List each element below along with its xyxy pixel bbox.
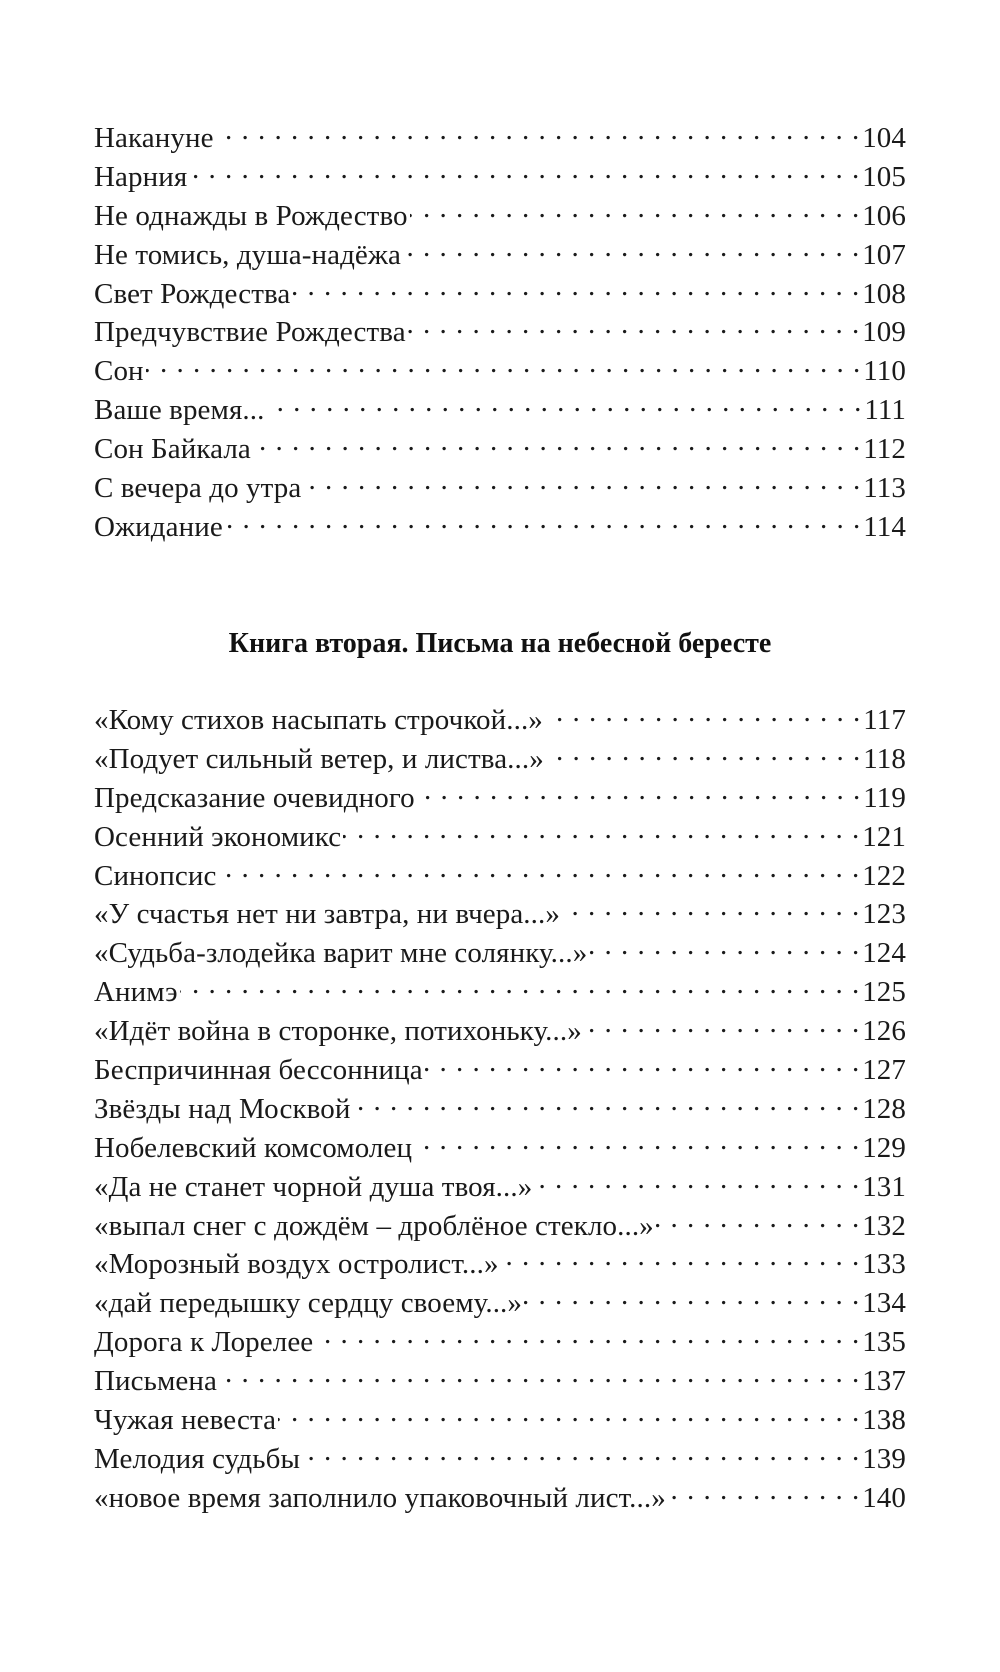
- toc-entry: [94, 507, 906, 546]
- dot-leader: [292, 274, 860, 303]
- toc-entry: [94, 429, 906, 468]
- toc-entry: [94, 778, 906, 817]
- toc-entry-page-number: 108: [862, 277, 906, 310]
- toc-entry-page-number: 104: [862, 122, 906, 154]
- dot-leader: [408, 312, 861, 341]
- toc-entry-page-number: 135: [862, 1326, 906, 1359]
- dot-leader: [315, 1322, 860, 1351]
- toc-entry-page-number: 132: [862, 1209, 906, 1242]
- toc-entry-title: «дай передышку сердцу своему...»: [94, 1287, 523, 1320]
- toc-entry-page-number: 139: [862, 1442, 906, 1475]
- toc-entry-page-number: 140: [862, 1481, 906, 1514]
- toc-entry-page-number: 123: [862, 898, 906, 931]
- toc-entry: [94, 817, 906, 856]
- dot-leader: [656, 1206, 860, 1235]
- toc-entry: [94, 1244, 906, 1283]
- dot-leader: [425, 1050, 860, 1079]
- toc-entry-title: Свет Рождества: [94, 277, 291, 310]
- toc-entry: [94, 157, 906, 196]
- toc-entry-page-number: 117: [863, 704, 906, 736]
- toc-entry: [94, 972, 906, 1011]
- toc-entry-page-number: 127: [862, 1054, 906, 1087]
- toc-entry-page-number: 131: [862, 1170, 906, 1203]
- toc-entry: [94, 1128, 906, 1167]
- toc-entry: [94, 856, 906, 895]
- toc-entry: [94, 1478, 906, 1517]
- toc-entry: [94, 312, 906, 351]
- dot-leader: [189, 157, 860, 186]
- toc-entry-title: Нарния: [94, 160, 188, 193]
- toc-entry: [94, 1400, 906, 1439]
- dot-leader: [589, 933, 860, 962]
- toc-entry-page-number: 119: [863, 781, 906, 814]
- toc-entry-title: Беспричинная бессонница: [94, 1054, 423, 1087]
- dot-leader: [146, 351, 862, 380]
- toc-entry-title: С вечера до утра: [94, 472, 302, 505]
- toc-entry-title: «Морозный воздух остролист...»: [94, 1248, 499, 1281]
- dot-leader: [403, 235, 860, 264]
- toc-entry: [94, 739, 906, 778]
- dot-leader: [562, 894, 860, 923]
- toc-entry-page-number: 138: [862, 1404, 906, 1437]
- toc-entry-page-number: 112: [863, 433, 906, 466]
- toc-entry-page-number: 137: [862, 1365, 906, 1398]
- toc-entry-page-number: 125: [862, 976, 906, 1009]
- toc-entry-page-number: 109: [862, 316, 906, 349]
- toc-entry-title: «Да не станет чорной душа твоя...»: [94, 1170, 533, 1203]
- toc-entry: [94, 1361, 906, 1400]
- toc-entry-page-number: 134: [862, 1287, 906, 1320]
- toc-entry-title: «У счастья нет ни завтра, ни вчера...»: [94, 898, 560, 931]
- toc-entry: [94, 1167, 906, 1206]
- toc-entry-title: Мелодия судьбы: [94, 1442, 301, 1475]
- toc-entry-page-number: 122: [862, 859, 906, 892]
- toc-entry: [94, 700, 906, 739]
- dot-leader: [668, 1478, 860, 1507]
- dot-leader: [546, 739, 861, 768]
- toc-entry-title: Ожидание: [94, 510, 223, 543]
- toc-entry-title: Ваше время...: [94, 394, 265, 427]
- dot-leader: [218, 856, 860, 885]
- dot-leader: [352, 1089, 860, 1118]
- dot-leader: [343, 817, 860, 846]
- toc-entry: [94, 468, 906, 507]
- dot-leader: [180, 972, 861, 1001]
- toc-entry: [94, 196, 906, 235]
- toc-entry-page-number: 133: [862, 1248, 906, 1281]
- toc-entry-title: «Кому стихов насыпать строчкой...»: [94, 704, 543, 736]
- toc-entry-page-number: 106: [862, 199, 906, 232]
- toc-entry-title: Предчувствие Рождества: [94, 316, 406, 349]
- toc-entry-page-number: 114: [863, 510, 906, 543]
- toc-entry: [94, 1322, 906, 1361]
- toc-entry-title: Сон: [94, 355, 144, 388]
- dot-leader: [545, 700, 861, 729]
- toc-entry: [94, 118, 906, 157]
- toc-entry-page-number: 121: [862, 820, 906, 853]
- toc-entry: [94, 235, 906, 274]
- toc-entry-page-number: 107: [862, 238, 906, 271]
- toc-entry-title: Не однажды в Рождество: [94, 199, 408, 232]
- toc-entry-title: «Судьба-злодейка варит мне солянку...»: [94, 937, 588, 970]
- toc-entry-page-number: 111: [864, 394, 906, 427]
- toc-entry: [94, 1206, 906, 1245]
- dot-leader: [417, 778, 862, 807]
- toc-entry: [94, 351, 906, 390]
- toc-entry-title: Предсказание очевидного: [94, 781, 415, 814]
- toc-entry-title: Письмена: [94, 1365, 217, 1398]
- dot-leader: [303, 468, 861, 497]
- toc-entry: [94, 1283, 906, 1322]
- toc-entry-title: «выпал снег с дождём – дроблёное стекло...»: [94, 1209, 654, 1242]
- toc-entry-title: Не томись, душа-надёжа: [94, 238, 402, 271]
- toc-entry-title: Накануне: [94, 122, 214, 154]
- toc-entry-title: Чужая невеста: [94, 1404, 277, 1437]
- toc-entry: [94, 1439, 906, 1478]
- dot-leader: [534, 1167, 860, 1196]
- dot-leader: [414, 1128, 860, 1157]
- toc-entry-title: Осенний экономикс: [94, 820, 342, 853]
- toc-entry: [94, 933, 906, 972]
- toc-entry-page-number: 113: [863, 472, 906, 505]
- dot-leader: [410, 196, 861, 225]
- dot-leader: [225, 507, 861, 536]
- toc-list-part-two: [94, 700, 906, 1517]
- toc-entry-page-number: 128: [862, 1092, 906, 1125]
- dot-leader: [302, 1439, 860, 1468]
- toc-entry: [94, 274, 906, 313]
- toc-entry-page-number: 110: [863, 355, 906, 388]
- toc-entry-title: Сон Байкала: [94, 433, 251, 466]
- dot-leader: [584, 1011, 860, 1040]
- toc-list-part-one: [94, 118, 906, 546]
- toc-entry-title: Нобелевский комсомолец: [94, 1131, 413, 1164]
- toc-entry: [94, 1050, 906, 1089]
- toc-entry: [94, 894, 906, 933]
- toc-entry: [94, 390, 906, 429]
- toc-entry-title: «новое время заполнило упаковочный лист...»: [94, 1481, 666, 1514]
- toc-entry-page-number: 124: [862, 937, 906, 970]
- toc-entry-page-number: 118: [863, 742, 906, 775]
- toc-entry: [94, 1011, 906, 1050]
- toc-entry-title: Синопсис: [94, 859, 217, 892]
- dot-leader: [253, 429, 861, 458]
- dot-leader: [219, 1361, 860, 1390]
- dot-leader: [266, 390, 862, 419]
- dot-leader: [524, 1283, 860, 1312]
- dot-leader: [278, 1400, 860, 1429]
- toc-entry-title: Звёзды над Москвой: [94, 1092, 351, 1125]
- toc-entry: [94, 1089, 906, 1128]
- toc-entry-title: Анимэ: [94, 976, 178, 1009]
- toc-entry-title: Дорога к Лорелее: [94, 1326, 314, 1359]
- toc-entry-page-number: 105: [862, 160, 906, 193]
- toc-entry-title: «Идёт война в сторонке, потихоньку...»: [94, 1015, 582, 1048]
- toc-entry-page-number: 129: [862, 1131, 906, 1164]
- dot-leader: [216, 118, 861, 147]
- section-heading: Книга вторая. Письма на небесной бересте: [228, 628, 772, 659]
- toc-entry-page-number: 126: [862, 1015, 906, 1048]
- dot-leader: [501, 1244, 861, 1273]
- toc-entry-title: «Подует сильный ветер, и листва...»: [94, 742, 544, 775]
